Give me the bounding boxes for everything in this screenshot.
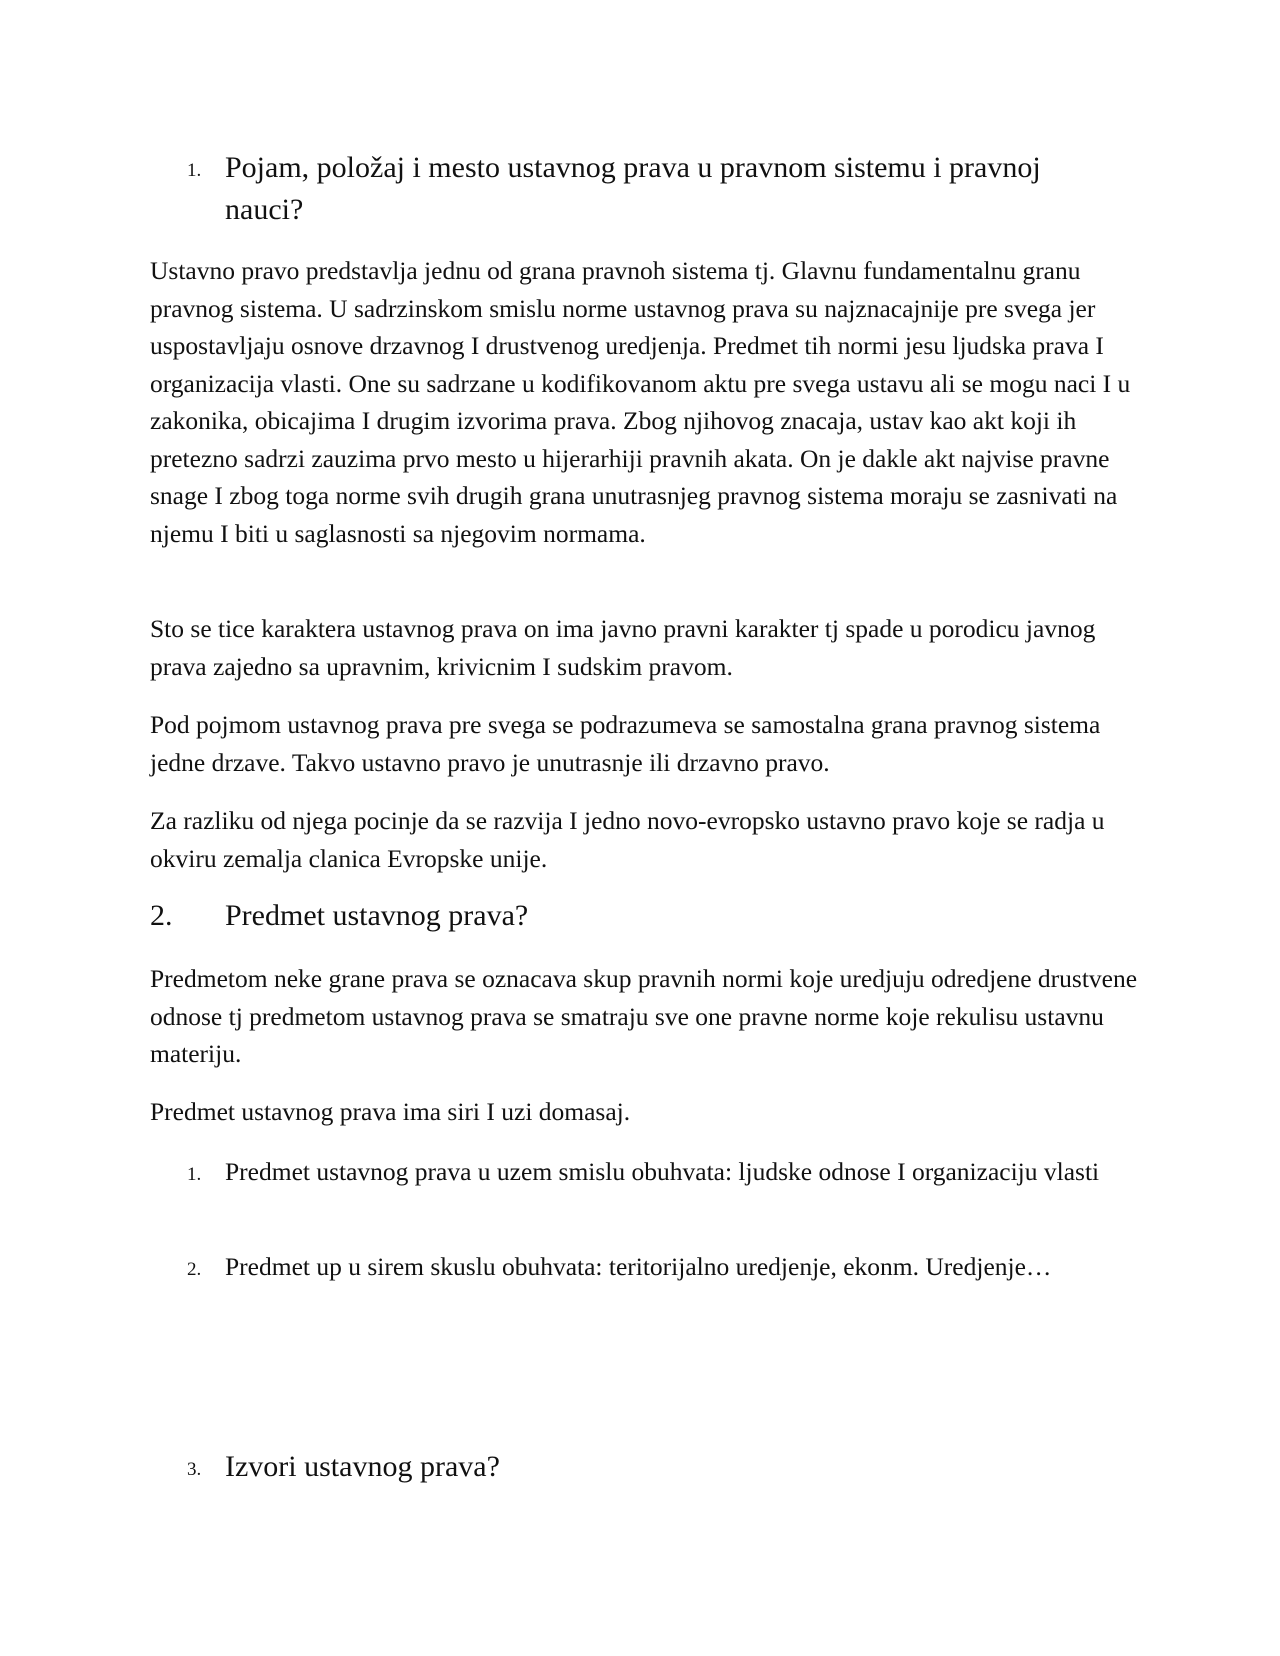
section-3-title: Izvori ustavnog prava?: [225, 1450, 500, 1483]
list-item-number: 1.: [187, 1164, 202, 1185]
section-2-paragraph-2: Predmet ustavnog prava ima siri I uzi domasaj.: [150, 1097, 631, 1126]
section-1-heading: [150, 147, 1110, 231]
section-3-number: 3.: [187, 1459, 202, 1480]
list-item: [150, 1248, 1110, 1286]
list-item: [150, 1153, 1110, 1191]
section-1-paragraph-3: Pod pojmom ustavnog prava pre svega se podrazumeva se samostalna grana pravnog sistema jedne drzave. Takvo ustavno pravo je unutrasnje ili drzavno pravo.: [150, 710, 1101, 777]
list-item-number: 2.: [187, 1259, 202, 1280]
section-1-paragraph-1: Ustavno pravo predstavlja jednu od grana pravnoh sistema tj. Glavnu fundamentalnu granu pravnog sistema. U sadrzinskom smislu norme ustavnog prava su najznacajnije pre svega jer uspostavljaju osnove drzavnog I drustvenog uredjenja. Predmet tih normi jesu ljudska prava I organizacija vlasti. One su sadrzane u kodifikovanom aktu pre svega ustavu ali se mogu naci I u zakonika, obicajima I drugim izvorima prava. Zbog njihovog znacaja, ustav kao akt koji ih pretezno sadrzi zauzima prvo mesto u hijerarhiji pravnih akata. On je dakle akt najvise pravne snage I zbog toga norme svih drugih grana unutrasnjeg pravnog sistema moraju se zasnivati na njemu I biti u saglasnosti sa njegovim normama.: [150, 256, 1131, 548]
section-2-title: Predmet ustavnog prava?: [225, 899, 529, 932]
list-item-text: Predmet ustavnog prava u uzem smislu obuhvata: ljudske odnose I organizaciju vlasti: [225, 1157, 1100, 1186]
section-1-paragraph-4: Za razliku od njega pocinje da se razvija I jedno novo-evropsko ustavno pravo koje se radja u okviru zemalja clanica Evropske unije.: [150, 806, 1105, 873]
section-1-number: 1.: [187, 160, 202, 181]
section-2-number: 2.: [150, 899, 173, 932]
section-1-paragraph-2: Sto se tice karaktera ustavnog prava on ima javno pravni karakter tj spade u porodicu javnog prava zajedno sa upravnim, krivicnim I sudskim pravom.: [150, 614, 1096, 681]
section-3-heading: [150, 1446, 1110, 1488]
section-1-title: Pojam, položaj i mesto ustavnog prava u pravnom sistemu i pravnoj nauci?: [225, 151, 1041, 226]
section-2-heading: [150, 895, 1110, 937]
list-item-text: Predmet up u sirem skuslu obuhvata: teritorijalno uredjenje, ekonm. Uredjenje…: [225, 1252, 1052, 1281]
section-2-paragraph-1: Predmetom neke grane prava se oznacava skup pravnih normi koje uredjuju odredjene drustvene odnose tj predmetom ustavnog prava se smatraju sve one pravne norme koje rekulisu ustavnu materiju.: [150, 964, 1138, 1068]
